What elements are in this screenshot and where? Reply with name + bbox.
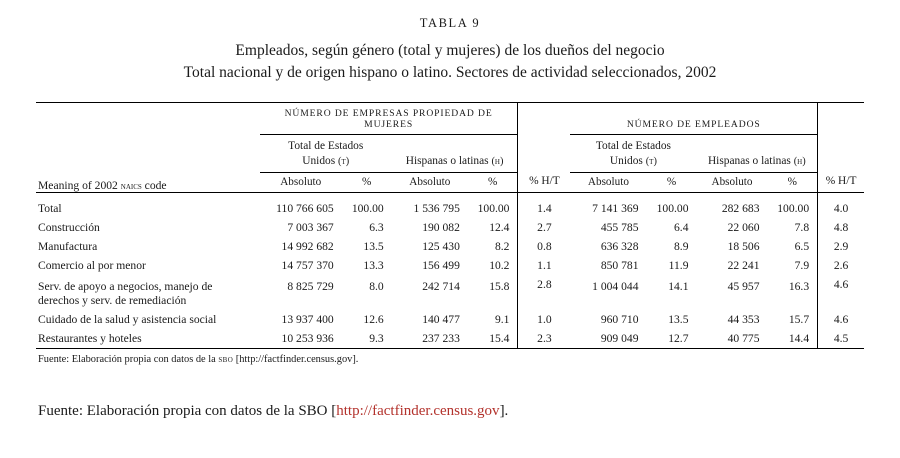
table-row-continuation	[36, 294, 864, 310]
page-source-note	[36, 403, 864, 420]
row-label-header-post: code	[141, 179, 167, 193]
ratio-header-empleados	[818, 103, 864, 193]
unit-header-empleados-hisp-pct: %	[787, 176, 797, 189]
cell-empleados-ht: 2.6	[818, 256, 864, 275]
cell-mujeres-us-abs: 110 766 605	[276, 202, 334, 216]
table-title-line-2: Total nacional y de origen hispano o latino. Sectores de actividad seleccionados, 2002	[183, 64, 717, 81]
unit-header-mujeres-hisp-pct: %	[488, 176, 498, 189]
cell-empleados-hisp-abs: 22 060	[727, 221, 760, 235]
row-label-continuation: derechos y serv. de remediación	[38, 294, 187, 308]
cell-mujeres-ht: 2.8	[518, 275, 570, 294]
cell-empleados-hisp-pct: 100.00	[777, 202, 810, 216]
sub-header-mujeres-us-l1: Total de Estados	[288, 140, 364, 152]
cell-empleados-hisp-pct: 7.8	[794, 221, 810, 235]
cell-empleados-hisp-pct: 6.5	[794, 240, 810, 254]
cell-empleados-hisp-abs: 40 775	[727, 332, 760, 346]
row-label: Comercio al por menor	[38, 259, 146, 273]
page-source-note-post: ].	[499, 403, 509, 420]
cell-empleados-us-abs: 850 781	[600, 259, 639, 273]
row-label: Cuidado de la salud y asistencia social	[38, 313, 217, 327]
sub-header-empleados-hisp	[697, 135, 818, 173]
sub-header-mujeres-us	[260, 135, 392, 173]
cell-empleados-hisp-abs: 282 683	[721, 202, 760, 216]
table-source-note-post: [http://factfinder.census.gov].	[233, 354, 359, 366]
cell-empleados-ht: 4.8	[818, 218, 864, 237]
rule-bottom	[36, 349, 864, 350]
row-label: Manufactura	[38, 240, 98, 254]
cell-mujeres-hisp-pct: 100.00	[477, 202, 510, 216]
sub-header-empleados-us-l2: Unidos	[609, 155, 643, 168]
sub-header-empleados-hisp-tag: (h)	[793, 156, 806, 168]
group-header-empleados: NÚMERO DE EMPLEADOS	[570, 103, 817, 135]
cell-empleados-ht: 4.5	[818, 329, 864, 349]
cell-empleados-us-pct: 13.5	[668, 313, 689, 327]
table-source-note-sbo: sbo	[218, 354, 234, 366]
cell-empleados-us-pct: 100.00	[656, 202, 689, 216]
cell-empleados-us-pct: 8.9	[674, 240, 689, 254]
cell-empleados-us-abs: 960 710	[600, 313, 639, 327]
cell-empleados-us-pct: 6.4	[674, 221, 689, 235]
cell-mujeres-ht: 2.7	[518, 218, 570, 237]
cell-mujeres-ht: 1.4	[518, 193, 570, 218]
data-table	[36, 102, 864, 349]
cell-mujeres-hisp-abs: 242 714	[422, 280, 460, 294]
table-number-label: TABLA 9	[419, 16, 481, 30]
row-label: Restaurantes y hoteles	[38, 332, 142, 346]
cell-mujeres-hisp-abs: 125 430	[422, 240, 460, 254]
cell-mujeres-us-pct: 100.00	[351, 202, 384, 216]
cell-mujeres-us-pct: 12.6	[363, 313, 384, 327]
cell-mujeres-us-abs: 7 003 367	[287, 221, 334, 235]
cell-empleados-ht: 4.6	[818, 275, 864, 294]
cell-empleados-us-pct: 14.1	[668, 280, 689, 294]
cell-empleados-us-abs: 636 328	[600, 240, 639, 254]
unit-header-mujeres-us-pct: %	[362, 176, 372, 189]
group-header-row	[36, 103, 864, 135]
cell-mujeres-hisp-abs: 1 536 795	[413, 202, 460, 216]
ratio-header-empleados-text: % H/T	[825, 175, 857, 188]
sub-header-mujeres-hisp-tag: (h)	[491, 156, 504, 168]
cell-empleados-us-abs: 7 141 369	[592, 202, 639, 216]
cell-empleados-hisp-pct: 16.3	[788, 280, 810, 294]
cell-mujeres-hisp-pct: 15.8	[489, 280, 510, 294]
unit-header-empleados-us-pct: %	[666, 176, 677, 189]
cell-mujeres-hisp-abs: 140 477	[422, 313, 460, 327]
cell-mujeres-hisp-abs: 237 233	[422, 332, 460, 346]
page-source-note-link[interactable]: http://factfinder.census.gov	[336, 403, 500, 420]
cell-mujeres-hisp-pct: 12.4	[489, 221, 510, 235]
table-row	[36, 275, 864, 294]
row-label-header-pre: Meaning of 2002	[38, 179, 121, 193]
cell-empleados-hisp-abs: 45 957	[727, 280, 760, 294]
table-source-note	[36, 354, 864, 365]
row-label-header-naics: naics	[120, 181, 142, 193]
cell-empleados-hisp-abs: 22 241	[727, 259, 760, 273]
cell-mujeres-us-abs: 10 253 936	[281, 332, 334, 346]
cell-mujeres-hisp-abs: 156 499	[422, 259, 460, 273]
cell-empleados-hisp-pct: 7.9	[794, 259, 810, 273]
cell-mujeres-hisp-pct: 15.4	[489, 332, 510, 346]
cell-mujeres-ht: 1.0	[518, 310, 570, 329]
row-label: Construcción	[38, 221, 100, 235]
cell-empleados-us-abs: 455 785	[600, 221, 639, 235]
cell-empleados-ht: 4.6	[818, 310, 864, 329]
sub-header-empleados-us-l1: Total de Estados	[595, 140, 671, 152]
table-row	[36, 218, 864, 237]
cell-empleados-us-pct: 12.7	[668, 332, 689, 346]
cell-mujeres-us-pct: 8.0	[369, 280, 384, 294]
cell-empleados-us-abs: 909 049	[600, 332, 639, 346]
cell-mujeres-hisp-pct: 9.1	[494, 313, 510, 327]
unit-header-empleados-hisp-abs: Absoluto	[711, 176, 753, 189]
page-source-note-pre: Fuente: Elaboración propia con datos de la SBO [	[38, 403, 337, 420]
cell-mujeres-us-abs: 14 757 370	[281, 259, 334, 273]
cell-mujeres-hisp-pct: 8.2	[494, 240, 510, 254]
row-label: Total	[38, 202, 62, 216]
ratio-header-mujeres-text: % H/T	[529, 175, 560, 188]
cell-mujeres-hisp-abs: 190 082	[422, 221, 460, 235]
sub-header-mujeres-us-l2: Unidos	[302, 155, 336, 168]
table-source-note-pre: Fuente: Elaboración propia con datos de la	[38, 354, 219, 366]
sub-header-mujeres-hisp	[392, 135, 518, 173]
cell-empleados-us-pct: 11.9	[668, 259, 689, 273]
cell-mujeres-ht: 0.8	[518, 237, 570, 256]
cell-mujeres-us-pct: 9.3	[369, 332, 384, 346]
table-row	[36, 193, 864, 218]
ratio-header-mujeres	[518, 103, 570, 193]
unit-header-empleados-us-abs: Absoluto	[587, 176, 629, 189]
unit-header-mujeres-us-abs: Absoluto	[280, 176, 322, 189]
cell-empleados-hisp-pct: 14.4	[788, 332, 810, 346]
cell-mujeres-us-abs: 13 937 400	[281, 313, 334, 327]
table-title-line-1: Empleados, según género (total y mujeres) de los dueños del negocio	[235, 42, 665, 59]
cell-empleados-us-abs: 1 004 044	[592, 280, 639, 294]
unit-header-mujeres-hisp-abs: Absoluto	[409, 176, 451, 189]
cell-mujeres-ht: 1.1	[518, 256, 570, 275]
cell-empleados-hisp-pct: 15.7	[788, 313, 810, 327]
cell-mujeres-us-abs: 14 992 682	[281, 240, 334, 254]
cell-empleados-ht: 4.0	[818, 193, 864, 218]
row-label: Serv. de apoyo a negocios, manejo de	[38, 280, 213, 294]
cell-mujeres-hisp-pct: 10.2	[489, 259, 510, 273]
table-row	[36, 329, 864, 349]
table-row	[36, 237, 864, 256]
cell-empleados-hisp-abs: 18 506	[727, 240, 760, 254]
table-row	[36, 310, 864, 329]
sub-header-empleados-us	[570, 135, 696, 173]
cell-empleados-ht: 2.9	[818, 237, 864, 256]
sub-header-empleados-hisp-text: Hispanas o latinas	[707, 155, 791, 168]
group-header-mujeres: NÚMERO DE EMPRESAS PROPIEDAD DE MUJERES	[260, 103, 518, 135]
cell-mujeres-us-pct: 13.5	[363, 240, 384, 254]
table-row	[36, 256, 864, 275]
cell-mujeres-us-abs: 8 825 729	[287, 280, 334, 294]
cell-empleados-hisp-abs: 44 353	[727, 313, 760, 327]
cell-mujeres-us-pct: 6.3	[369, 221, 384, 235]
sub-header-mujeres-us-tag: (t)	[338, 156, 350, 168]
row-label-header	[36, 103, 260, 193]
cell-mujeres-ht: 2.3	[518, 329, 570, 349]
sub-header-empleados-us-tag: (t)	[645, 156, 657, 168]
cell-mujeres-us-pct: 13.3	[363, 259, 384, 273]
sub-header-mujeres-hisp-text: Hispanas o latinas	[405, 155, 489, 168]
